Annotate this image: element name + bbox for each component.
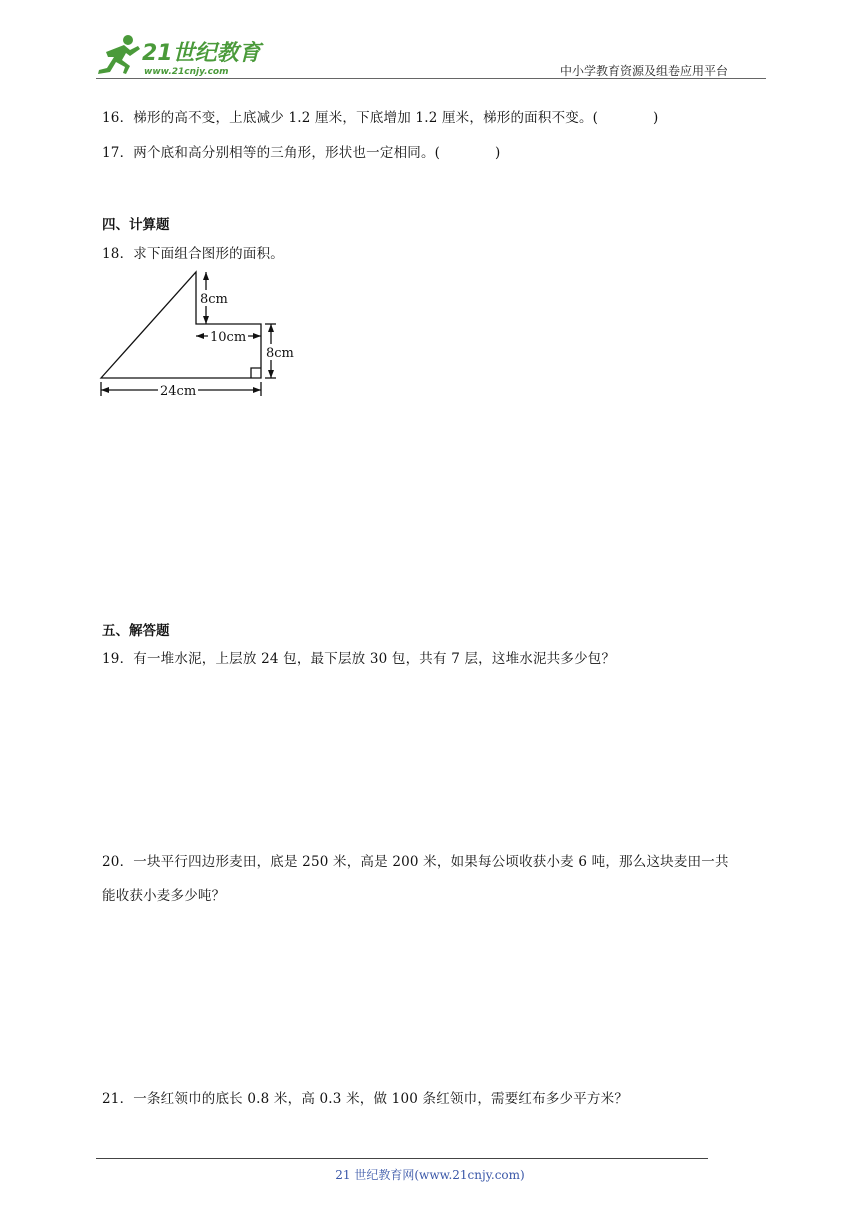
- footer-link[interactable]: 21 世纪教育网(www.21cnjy.com): [335, 1168, 525, 1182]
- label-right-height: 8cm: [266, 346, 294, 361]
- question-20-line-1: 20．一块平行四边形麦田，底是 250 米，高是 200 米，如果每公顷收获小麦 6 吨，那么这块麦田一共: [102, 854, 729, 870]
- question-21: 21．一条红领巾的底长 0.8 米，高 0.3 米，做 100 条红领巾，需要红布多少平方米？: [102, 1091, 629, 1107]
- right-angle-mark: [251, 368, 261, 378]
- label-step-width: 10cm: [210, 330, 247, 345]
- label-top-height: 8cm: [200, 292, 228, 307]
- header-divider: [96, 78, 766, 79]
- label-bottom-width: 24cm: [160, 384, 197, 399]
- logo-text: 21世纪教育: [142, 41, 261, 66]
- question-16: 16．梯形的高不变，上底减少 1.2 厘米，下底增加 1.2 厘米，梯形的面积不变。( ): [102, 110, 659, 126]
- section-heading-calculation: 四、计算题: [102, 217, 170, 233]
- question-17: 17．两个底和高分别相等的三角形，形状也一定相同。( ): [102, 145, 501, 161]
- logo-url: www.21cnjy.com: [144, 67, 229, 77]
- question-20-line-2: 能收获小麦多少吨？: [102, 888, 226, 904]
- footer-divider: [96, 1158, 708, 1159]
- site-logo: [94, 30, 264, 80]
- runner-icon: [98, 35, 140, 74]
- composite-figure: [96, 266, 306, 400]
- question-18: 18．求下面组合图形的面积。: [102, 246, 284, 262]
- header-platform-text: 中小学教育资源及组卷应用平台: [560, 64, 729, 78]
- question-19: 19．有一堆水泥，上层放 24 包，最下层放 30 包，共有 7 层，这堆水泥共多少包？: [102, 651, 616, 667]
- section-heading-answers: 五、解答题: [102, 623, 170, 639]
- figure-outline: [101, 272, 261, 378]
